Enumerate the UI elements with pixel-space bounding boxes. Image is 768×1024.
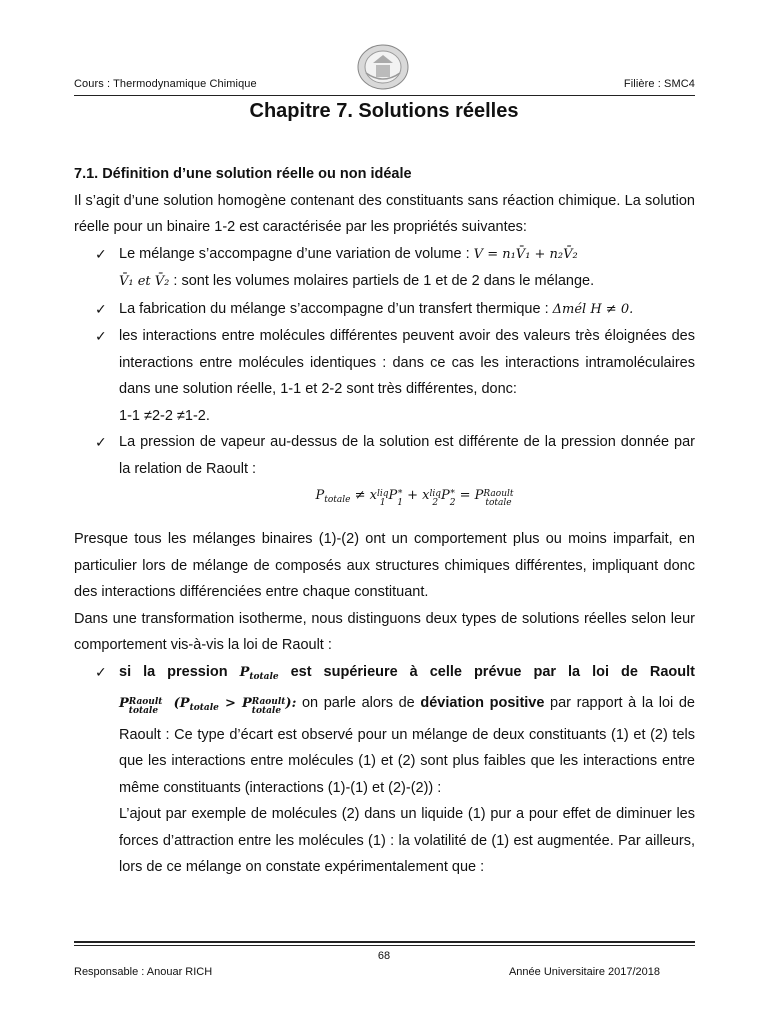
paragraph-isotherm: Dans une transformation isotherme, nous distinguons deux types de solutions réelles selon leur comportement vis-à-vis la loi de Raoult : [74,610,695,653]
checkmark-icon: ✓ [95,434,107,450]
footer-rule [74,941,695,943]
header-filiere: Filière : SMC4 [623,78,695,90]
checkmark-icon: ✓ [95,328,107,344]
list-item: ✓ les interactions entre molécules différentes peuvent avoir des valeurs très éloignées des interactions entre molécules identiques : dans ce cas les interactions intramoléculaires dans une solution réelle, 1-1 et 2-2 sont très différentes, donc: 1-1 ≠2-2 ≠1-2. [74,323,695,429]
footer-responsible: Responsable : Anouar RICH [74,966,213,978]
intro-paragraph: Il s’agit d’une solution homogène contenant des constituants sans réaction chimique. La solution réelle pour un binaire 1-2 est caractérisée par les propriétés suivantes: [74,192,695,235]
footer-academic-year: Année Universitaire 2017/2018 [508,966,660,978]
footer-rule [74,945,695,946]
paragraph-volatility: L’ajout par exemple de molécules (2) dans un liquide (1) pur a pour effet de diminuer les forces d’attraction entre les molécules (1) : la volatilité de (1) est augmentée. Par ailleurs, lors de ce mélange on constate expérimentalement que : [119,806,695,875]
list-item: ✓ Le mélange s’accompagne d’une variation de volume : V = n₁V̄₁ + n₂V̄₂ V̄₁ et V̄₂ : sont les volumes molaires partiels de 1 et de 2 dans le mélange. [74,241,695,296]
volume-formula: V = n₁V̄₁ + n₂V̄₂ [473,246,578,262]
header-rule [74,95,695,96]
list-item: ✓ si la pression $P_{totale}$ est supérieure à celle prévue par la loi de Raoult PRaoult totale ($P_{totale}$ > PRaoult totale ): on parle alors de déviation positive par rapport à la loi de Raoult : Ce type d’écart est observé pour un mélange de deux constituants (1) et (2) tels que les interactions entre molécules (1) et (2) sont plus faibles que les interactions entre même constituants (interactions (1)-(1) et (2)-(2)) : L’ajout par exemple de molécules (2) dans un liquide (1) pur a pour effet de diminuer les forces d’attraction entre les molécules (1) : la volatilité de (1) est augmentée. Par ailleurs, lors de ce mélange on constate expérimentalement que : [74,659,695,881]
section-heading: 7.1. Définition d’une solution réelle ou non idéale [74,166,412,182]
chapter-title: Chapitre 7. Solutions réelles [249,100,519,122]
raoult-formula: $P_{totale}$ ≠ xliq 1 P* 1 + xliq 2 P* 2 = PRaoult totale [315,488,514,508]
main-content [74,161,695,881]
paragraph-binary-mixtures: Presque tous les mélanges binaires (1)-(2) ont un comportement plus ou moins imparfait, en particulier lors de mélange de composés aux structures chimiques différentes, impliquant donc des interactions différenciées entre chaque constituant. [74,531,695,600]
checkmark-icon: ✓ [95,245,107,262]
list-item: ✓ La fabrication du mélange s’accompagne d’un transfert thermique : Δmél H ≠ 0. [74,296,695,324]
university-seal [356,43,410,91]
partial-volumes-symbols: V̄₁ et V̄₂ [119,274,170,289]
header-course: Cours : Thermodynamique Chimique [74,78,257,90]
enthalpy-formula: Δmél H ≠ 0. [552,301,634,317]
page-number: 68 [377,950,391,962]
list-item: ✓ La pression de vapeur au-dessus de la solution est différente de la pression donnée par la relation de Raoult : [74,429,695,482]
checkmark-icon: ✓ [95,300,107,317]
checkmark-icon: ✓ [95,663,107,680]
